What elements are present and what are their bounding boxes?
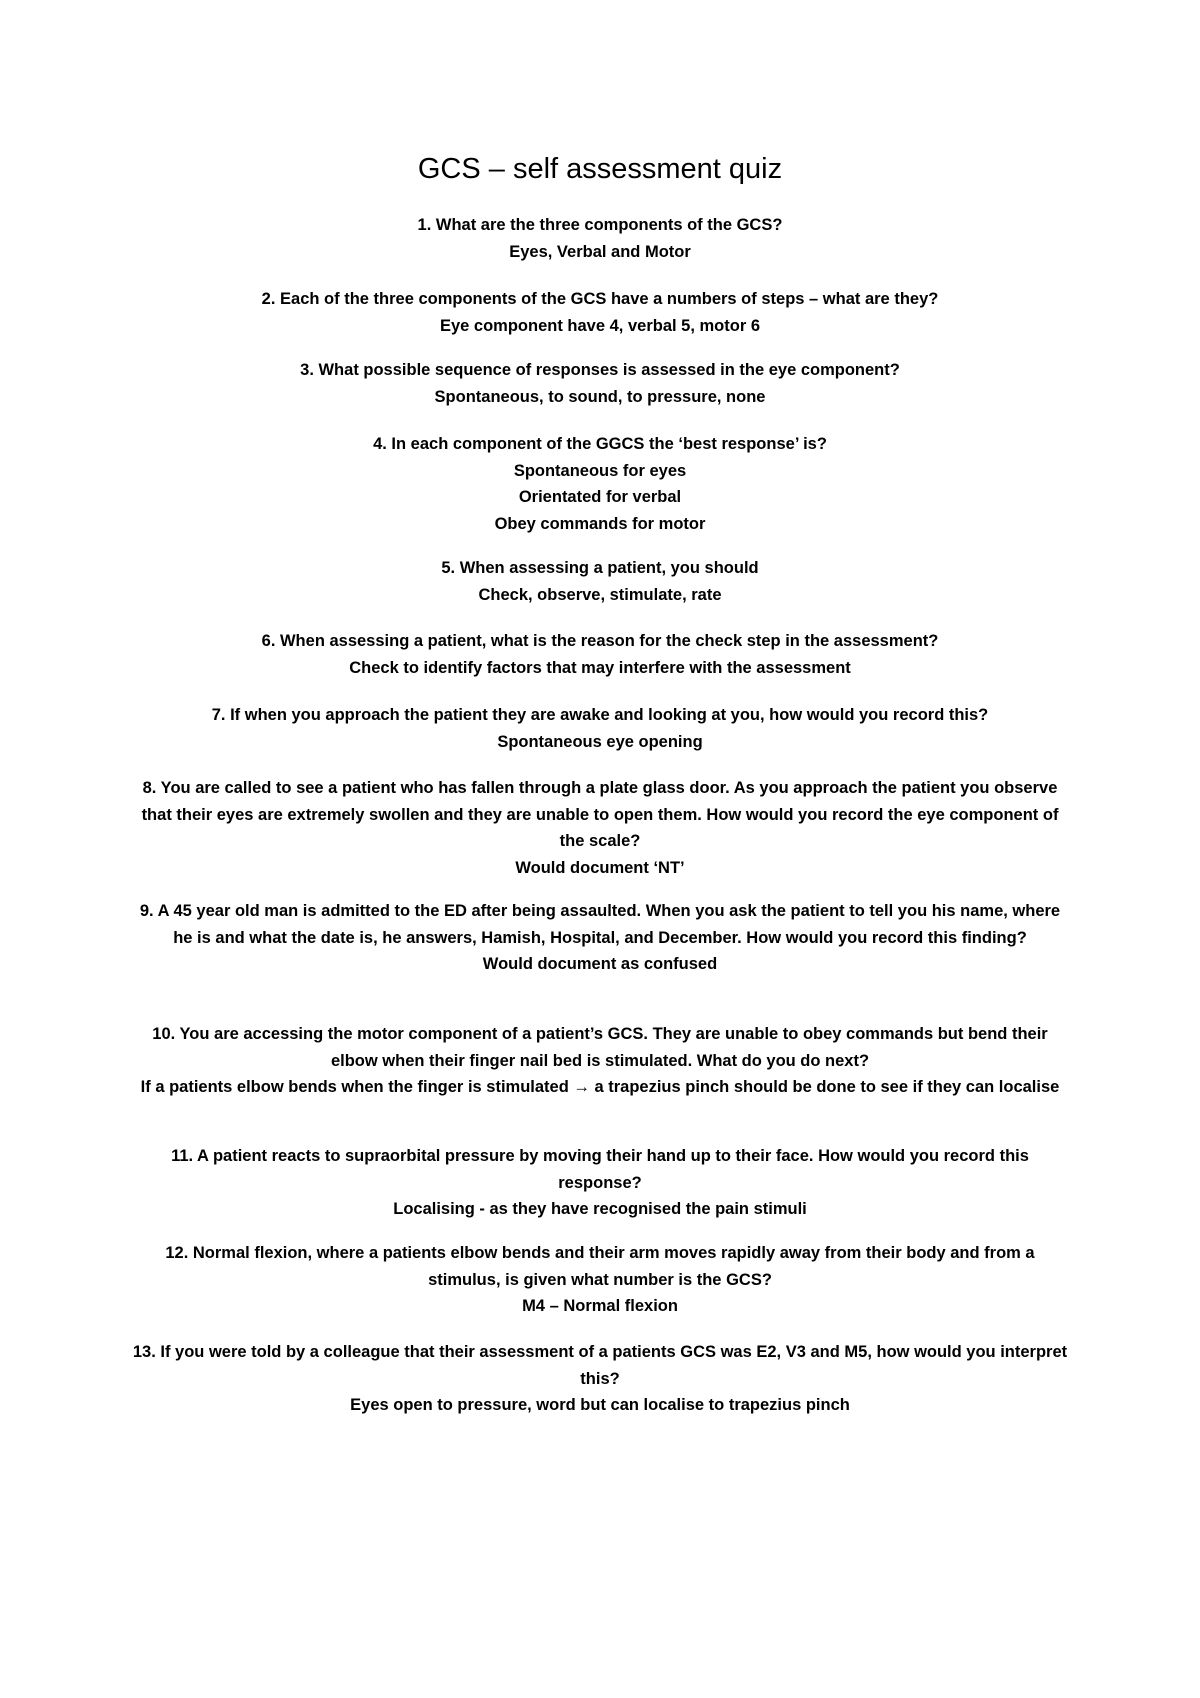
qa-item-7 [130,702,1070,755]
answer-text: Would document as confused [482,955,718,973]
question-text: 5. When assessing a patient, you should [441,559,759,577]
answer-text: Spontaneous for eyes Orientated for verbal Obey commands for motor [494,461,706,533]
question-text: 4. In each component of the GGCS the ‘best response’ is? [373,435,827,453]
question-text: 7. If when you approach the patient they are awake and looking at you, how would you record this? [211,706,989,724]
qa-item-2 [130,286,1070,339]
question-text: 13. If you were told by a colleague that their assessment of a patients GCS was E2, V3 and M5, how would you interpret this? [132,1343,1068,1388]
qa-item-5 [130,555,1070,608]
question-text: 9. A 45 year old man is admitted to the ED after being assaulted. When you ask the patient to tell you his name, where he is and what the date is, he answers, Hamish, Hospital, and December. How would you record this finding? [139,902,1061,947]
qa-item-13 [130,1339,1070,1419]
question-text: 12. Normal flexion, where a patients elbow bends and their arm moves rapidly away from their body and from a stimulus, is given what number is the GCS? [165,1244,1035,1289]
answer-text: Check, observe, stimulate, rate [478,585,722,604]
answer-text: Eyes open to pressure, word but can localise to trapezius pinch [350,1396,850,1414]
question-text: 10. You are accessing the motor component of a patient’s GCS. They are unable to obey commands but bend their elbow when their finger nail bed is stimulated. What do you do next? [152,1025,1048,1070]
qa-item-3 [130,357,1070,410]
answer-text: M4 – Normal flexion [522,1297,678,1315]
qa-item-10 [130,1021,1070,1101]
answer-text: Eyes, Verbal and Motor [509,242,691,261]
answer-text: Spontaneous eye opening [497,732,703,751]
qa-item-11 [130,1143,1070,1223]
qa-item-1 [130,212,1070,265]
answer-text: Would document ‘NT’ [515,858,685,877]
answer-text: If a patients elbow bends when the finger is stimulated → a trapezius pinch should be done to see if they can localise [140,1078,1060,1096]
answer-text: Localising - as they have recognised the pain stimuli [393,1200,807,1218]
qa-item-9 [130,898,1070,978]
question-text: 3. What possible sequence of responses is assessed in the eye component? [300,361,900,379]
question-text: 1. What are the three components of the GCS? [417,216,783,234]
qa-item-12 [130,1240,1070,1320]
question-text: 6. When assessing a patient, what is the reason for the check step in the assessment? [261,632,939,650]
question-text: 8. You are called to see a patient who has fallen through a plate glass door. As you approach the patient you observe that their eyes are extremely swollen and they are unable to open them. How would you record the eye component of the scale? [141,779,1059,850]
question-text: 2. Each of the three components of the GCS have a numbers of steps – what are they? [261,290,939,308]
answer-text: Spontaneous, to sound, to pressure, none [434,387,766,406]
answer-text: Check to identify factors that may interfere with the assessment [349,658,851,677]
page-title: GCS – self assessment quiz [417,153,783,185]
qa-item-4 [130,431,1070,537]
question-text: 11. A patient reacts to supraorbital pressure by moving their hand up to their face. How would you record this response? [171,1147,1029,1192]
qa-item-8 [130,775,1070,881]
qa-item-6 [130,628,1070,681]
answer-text: Eye component have 4, verbal 5, motor 6 [439,316,761,335]
